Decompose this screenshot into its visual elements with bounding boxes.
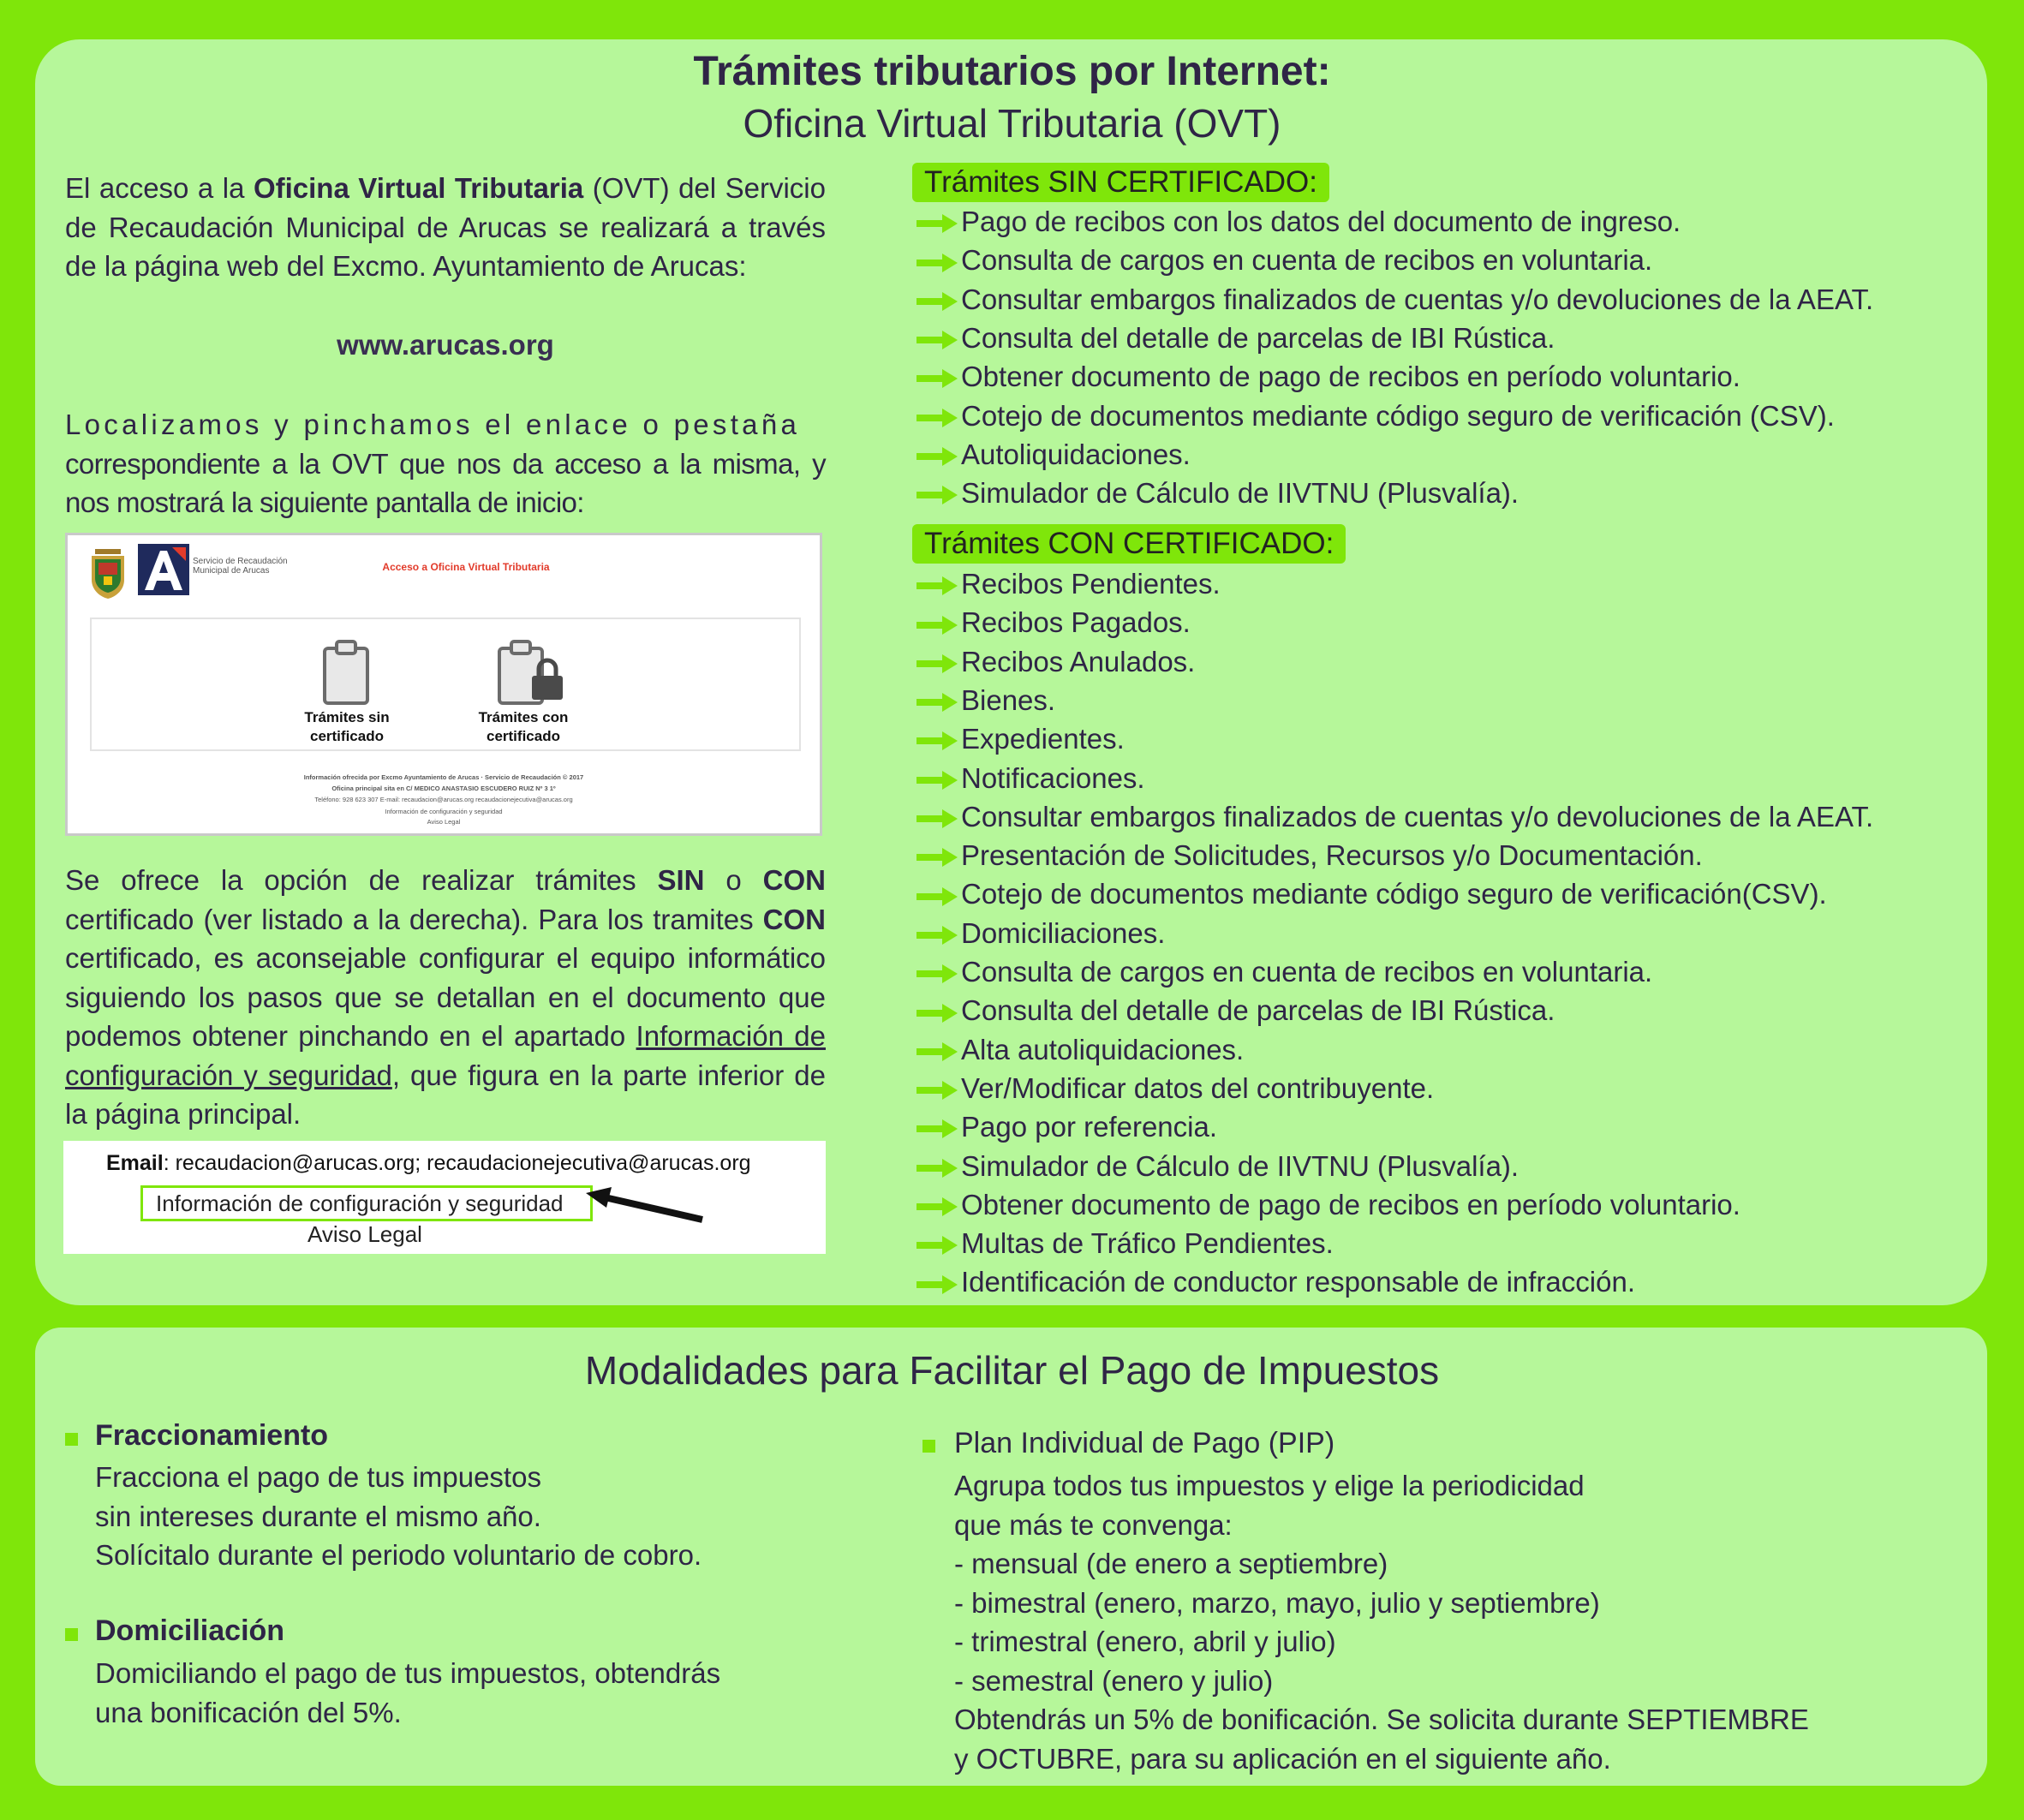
tramite-label: Multas de Tráfico Pendientes.	[961, 1227, 1334, 1260]
tramite-label: Consultar embargos finalizados de cuentas y/o devoluciones de la AEAT.	[961, 800, 1874, 832]
tramite-label: Simulador de Cálculo de IIVTNU (Plusvalía).	[961, 477, 1519, 510]
arucas-a-logo-icon	[138, 544, 189, 595]
pip-line: y OCTUBRE, para su aplicación en el siguiente año.	[954, 1742, 1611, 1775]
footer-line1: Información ofrecida por Excmo Ayuntamiento de Arucas · Servicio de Recaudación © 2017	[303, 773, 584, 781]
green-arrow-icon	[916, 1041, 958, 1062]
green-arrow-icon	[916, 1080, 958, 1101]
cert-text-d: , que figura en la parte inferior de la página principal.	[65, 1059, 827, 1130]
cert-text-c: certificado, es aconsejable configurar el equipo informático siguiendo los pasos que se detallan en el documento que podemos obtener pinchando en el apartado	[65, 942, 826, 1052]
footer-line3: Teléfono: 928 623 307 E-mail: recaudacion@arucas.org recaudacionejecutiva@arucas.org	[314, 796, 573, 803]
options-frame	[90, 618, 801, 751]
green-arrow-icon	[916, 291, 958, 312]
sin-cert-heading: Trámites SIN CERTIFICADO:	[912, 163, 1329, 202]
pip-title: Plan Individual de Pago (PIP)	[954, 1427, 1335, 1459]
tramite-item	[916, 722, 1125, 756]
green-arrow-icon	[916, 770, 958, 791]
locate-paragraph	[65, 405, 826, 522]
config-security-link[interactable]: Información de configuración y seguridad	[65, 1020, 826, 1091]
tramite-item	[916, 321, 1555, 355]
cert-text-b: certificado (ver listado a la derecha). Para los tramites	[65, 903, 763, 935]
bullet-square-icon	[922, 1440, 935, 1453]
tramite-item	[916, 243, 1652, 277]
green-arrow-icon	[916, 1003, 958, 1023]
service-name	[193, 557, 288, 576]
intro-text-b: (OVT) del Servicio de Recaudación Municipal de Arucas se realizará a través de la página web del Excmo. Ayuntamiento de Arucas:	[65, 172, 826, 282]
tramite-label: Obtener documento de pago de recibos en período voluntario.	[961, 1188, 1740, 1220]
tramite-item	[916, 438, 1191, 472]
tramite-label: Consulta del detalle de parcelas de IBI Rústica.	[961, 321, 1555, 354]
clipboard-icon	[319, 638, 376, 707]
intro-text-a: El acceso a la	[65, 172, 254, 204]
cert-o: o	[704, 864, 763, 896]
tramite-label: Obtener documento de pago de recibos en período voluntario.	[961, 361, 1740, 393]
tramite-label: Notificaciones.	[961, 761, 1145, 794]
tramite-item	[916, 916, 1165, 951]
tramite-item	[916, 283, 1873, 317]
domiciliacion-text	[95, 1654, 720, 1732]
tramite-item	[916, 399, 1835, 433]
cert-text-a: Se ofrece la opción de realizar trámites	[65, 864, 658, 896]
green-arrow-icon	[916, 1158, 958, 1179]
domic-line: Domiciliando el pago de tus impuestos, obtendrás	[95, 1657, 721, 1689]
fracc-line: Fracciona el pago de tus impuestos	[95, 1461, 541, 1493]
tramite-item	[916, 567, 1221, 601]
tramite-item	[916, 1033, 1244, 1067]
pip-text	[954, 1466, 1809, 1778]
tramite-item	[916, 205, 1681, 239]
footer-line2: Oficina principal sita en C/ MEDICO ANASTASIO ESCUDERO RUIZ Nº 3 1º	[331, 785, 556, 792]
tramite-item	[916, 1188, 1740, 1222]
page-subtitle: Oficina Virtual Tributaria (OVT)	[743, 101, 1281, 146]
pip-line: - bimestral (enero, marzo, mayo, julio y septiembre)	[954, 1586, 1600, 1619]
green-arrow-icon	[916, 213, 958, 234]
tramite-item	[916, 955, 1652, 989]
fraccionamiento-text	[95, 1458, 702, 1575]
tramite-label: Expedientes.	[961, 723, 1125, 755]
fracc-line: sin intereses durante el mismo año.	[95, 1500, 541, 1532]
tramite-item	[916, 994, 1555, 1028]
green-arrow-icon	[916, 964, 958, 984]
green-arrow-icon	[916, 368, 958, 389]
tramite-item	[916, 1265, 1635, 1299]
green-arrow-icon	[916, 1274, 958, 1295]
arrow-pointer-icon	[582, 1185, 709, 1223]
domiciliacion-title: Domiciliación	[95, 1614, 285, 1647]
green-arrow-icon	[916, 886, 958, 907]
email-line	[106, 1151, 751, 1176]
tramite-item	[916, 800, 1873, 834]
tramite-label: Cotejo de documentos mediante código seguro de verificación (CSV).	[961, 399, 1835, 432]
tramite-label: Cotejo de documentos mediante código seguro de verificación(CSV).	[961, 878, 1827, 910]
green-arrow-icon	[916, 692, 958, 713]
cert-paragraph	[65, 861, 826, 1134]
green-arrow-icon	[916, 408, 958, 428]
footer-aviso-link[interactable]: Aviso Legal	[427, 818, 461, 826]
green-arrow-icon	[916, 1235, 958, 1256]
bullet-square-icon	[65, 1433, 78, 1446]
tramite-label: Ver/Modificar datos del contribuyente.	[961, 1071, 1435, 1104]
tramite-item	[916, 476, 1519, 510]
locate-line1: Localizamos y pinchamos el enlace o pestaña	[65, 409, 801, 440]
tramite-label: Simulador de Cálculo de IIVTNU (Plusvalía).	[961, 1149, 1519, 1182]
cert-con: CON	[762, 864, 826, 896]
tramite-label: Pago por referencia.	[961, 1111, 1218, 1143]
tramite-item	[916, 683, 1055, 718]
green-arrow-icon	[916, 253, 958, 273]
green-arrow-icon	[916, 576, 958, 596]
green-arrow-icon	[916, 731, 958, 751]
green-arrow-icon	[916, 1119, 958, 1139]
tramite-label: Domiciliaciones.	[961, 916, 1166, 949]
tramite-label: Consulta de cargos en cuenta de recibos en voluntaria.	[961, 956, 1653, 988]
tramite-item	[916, 360, 1740, 394]
tramite-item	[916, 1149, 1519, 1184]
intro-paragraph	[65, 169, 826, 286]
pip-line: - semestral (enero y julio)	[954, 1664, 1274, 1697]
footer-config-link[interactable]: Información de configuración y seguridad	[385, 808, 503, 815]
intro-ovt-bold: Oficina Virtual Tributaria	[253, 172, 584, 204]
green-arrow-icon	[916, 615, 958, 636]
green-arrow-icon	[916, 485, 958, 505]
tramite-label: Autoliquidaciones.	[961, 438, 1191, 470]
cert-con2: CON	[762, 903, 826, 935]
aviso-legal-link[interactable]: Aviso Legal	[307, 1221, 422, 1247]
tramite-item	[916, 877, 1827, 911]
green-arrow-icon	[916, 847, 958, 868]
tramite-label: Recibos Pagados.	[961, 606, 1191, 639]
email-value[interactable]: : recaudacion@arucas.org; recaudacionejecutiva@arucas.org	[163, 1151, 751, 1175]
option-con-certificado[interactable]: Trámites con certificado	[478, 709, 569, 744]
green-arrow-icon	[916, 925, 958, 946]
green-arrow-icon	[916, 446, 958, 467]
domic-line: una bonificación del 5%.	[95, 1696, 402, 1728]
green-arrow-icon	[916, 1196, 958, 1217]
tramite-label: Recibos Anulados.	[961, 645, 1196, 677]
tramite-item	[916, 1071, 1434, 1106]
ovt-home-screenshot	[65, 533, 822, 836]
service-line1: Servicio de Recaudación	[193, 557, 288, 566]
service-line2: Municipal de Arucas	[193, 566, 270, 576]
email-label: Email	[106, 1151, 164, 1175]
fraccionamiento-title: Fraccionamiento	[95, 1419, 329, 1452]
pip-line: - mensual (de enero a septiembre)	[954, 1548, 1388, 1579]
page-title: Trámites tributarios por Internet:	[693, 49, 1331, 94]
fracc-line: Solícitalo durante el periodo voluntario de cobro.	[95, 1539, 702, 1571]
green-arrow-icon	[916, 809, 958, 829]
arucas-crest-icon	[88, 546, 128, 600]
tramite-item	[916, 761, 1145, 796]
tramite-item	[916, 1110, 1217, 1144]
tramite-label: Bienes.	[961, 683, 1056, 716]
tramite-label: Consulta de cargos en cuenta de recibos en voluntaria.	[961, 244, 1653, 277]
tramite-label: Consulta del detalle de parcelas de IBI Rústica.	[961, 994, 1555, 1027]
tramite-label: Consultar embargos finalizados de cuentas y/o devoluciones de la AEAT.	[961, 283, 1874, 315]
website-url[interactable]: www.arucas.org	[337, 329, 554, 361]
locate-rest: correspondiente a la OVT que nos da acceso a la misma, y nos mostrará la siguiente pantalla de inicio:	[65, 447, 826, 518]
tramite-label: Presentación de Solicitudes, Recursos y/o Documentación.	[961, 839, 1703, 872]
bullet-square-icon	[65, 1628, 78, 1641]
config-security-highlight[interactable]: Información de configuración y seguridad	[140, 1185, 593, 1221]
clipboard-lock-icon	[494, 638, 580, 707]
tramite-label: Pago de recibos con los datos del documento de ingreso.	[961, 206, 1681, 237]
pip-line: Agrupa todos tus impuestos y elige la periodicidad	[954, 1470, 1585, 1501]
tramite-item	[916, 1226, 1334, 1261]
green-arrow-icon	[916, 330, 958, 350]
tramite-item	[916, 606, 1191, 640]
pip-line: - trimestral (enero, abril y julio)	[954, 1626, 1336, 1657]
email-box	[63, 1141, 826, 1254]
cert-sin: SIN	[657, 864, 705, 896]
tramite-item	[916, 645, 1195, 679]
tramite-item	[916, 838, 1703, 873]
tramite-label: Alta autoliquidaciones.	[961, 1033, 1245, 1065]
access-title: Acceso a Oficina Virtual Tributaria	[382, 561, 550, 573]
con-cert-heading: Trámites CON CERTIFICADO:	[912, 524, 1346, 564]
modalidades-title: Modalidades para Facilitar el Pago de Impuestos	[584, 1348, 1440, 1393]
pip-line: que más te convenga:	[954, 1508, 1233, 1541]
tramite-label: Identificación de conductor responsable de infracción.	[961, 1266, 1635, 1298]
green-arrow-icon	[916, 653, 958, 674]
pip-line: Obtendrás un 5% de bonificación. Se solicita durante SEPTIEMBRE	[954, 1704, 1809, 1735]
tramite-label: Recibos Pendientes.	[961, 568, 1221, 600]
option-sin-certificado[interactable]: Trámites sin certificado	[304, 709, 390, 744]
